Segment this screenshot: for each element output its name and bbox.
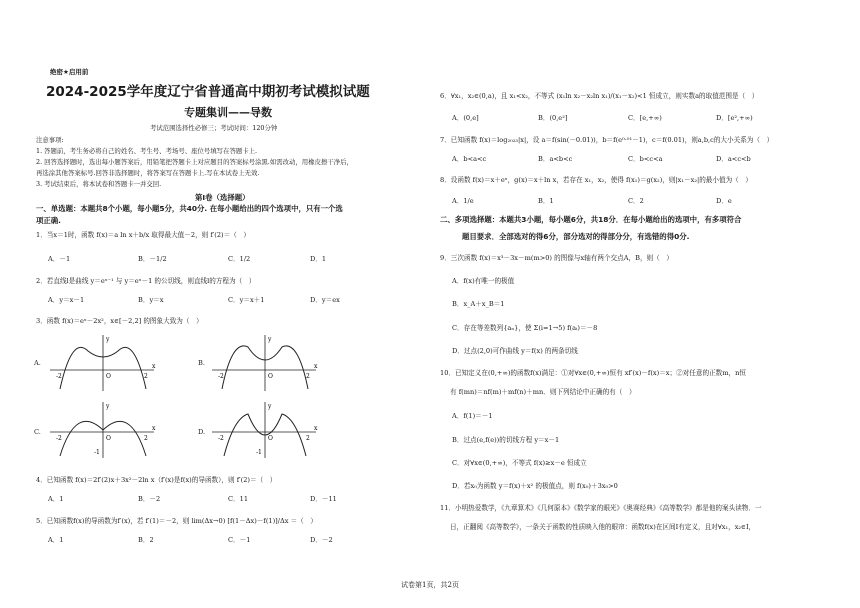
section2-heading: 二、多项选择题：本题共3小题，每小题6分，共18分．在每小题给出的选项中，有多项符合 xyxy=(440,215,742,224)
svg-text:x: x xyxy=(314,425,318,432)
q4-option-b: B．－2 xyxy=(138,495,161,503)
svg-text:y: y xyxy=(106,403,110,410)
part1-title: 第I卷（选择题） xyxy=(195,193,250,202)
q1-option-b: B．－1/2 xyxy=(138,255,167,263)
q10-option-d: D．若x₀为函数 y＝f(x)＋x² 的极值点，则 f(x₀)＋3x₀>0 xyxy=(452,482,618,490)
svg-text:-2: -2 xyxy=(218,373,224,380)
q8-option-b: B．1 xyxy=(538,197,554,205)
q5-option-b: B．2 xyxy=(138,536,154,544)
svg-text:O: O xyxy=(268,373,273,380)
question-10-stem: 10．已知定义在(0,+∞)的函数f(x)满足：①对∀x∈(0,+∞)恒有 xf′(x)－f(x)＝x；②对任意的正数m，n恒 xyxy=(440,369,746,377)
svg-text:O: O xyxy=(268,435,273,442)
question-1-stem: 1．当x＝1时，函数 f(x)＝a ln x＋b/x 取得最大值－2，则 f′(2)＝（ ） xyxy=(36,231,250,239)
q3-label-d: D. xyxy=(198,428,206,436)
svg-text:y: y xyxy=(268,403,272,410)
q2-option-a: A．y＝x－1 xyxy=(48,296,85,304)
q6-option-d: D．[e²,+∞) xyxy=(716,114,753,122)
q3-graph-c xyxy=(48,400,158,460)
q3-graph-d xyxy=(210,400,320,460)
secret-label: 绝密★启用前 xyxy=(50,68,89,76)
q7-option-b: B．a<b<c xyxy=(538,155,573,163)
q9-option-a: A．f(x)有唯一的极值 xyxy=(452,277,515,285)
q8-option-d: D．e xyxy=(716,197,732,205)
question-3-stem: 3．函数 f(x)＝eˣ－2x²，x∈[－2,2] 的图象大致为（ ） xyxy=(36,317,203,325)
q2-option-c: C．y＝x＋1 xyxy=(228,296,265,304)
question-11-stem-cont: 日，正翻阅《高等数学》，一条关于函数的性质映入他的眼帘：函数f(x)在区间I有定义，且对∀x₁，x₂∈I， xyxy=(450,523,756,531)
note-item: 再选涂其他答案标号.回答非选择题时，将答案写在答题卡上.写在本试卷上无效. xyxy=(36,169,260,177)
q8-option-c: C．2 xyxy=(628,197,644,205)
svg-text:2: 2 xyxy=(306,373,310,380)
svg-text:O: O xyxy=(106,435,111,442)
svg-text:x: x xyxy=(314,363,318,370)
svg-text:2: 2 xyxy=(144,435,148,442)
q6-option-b: B．(0,e²] xyxy=(538,114,568,122)
q1-option-a: A．－1 xyxy=(48,255,71,263)
svg-text:-2: -2 xyxy=(218,435,224,442)
q9-option-c: C．存在等差数列{aₙ}，使 Σ(i=1→5) f(aᵢ)＝－8 xyxy=(452,324,598,332)
question-7-stem: 7．已知函数 f(x)＝log₂₀₂₃|x|，设 a＝f(sin(－0.01))，b＝f(e⁰·⁰¹－1)，c＝f(0.01)，则a,b,c的大小关系为（ ） xyxy=(440,136,774,144)
q2-option-b: B．y＝x xyxy=(138,296,164,304)
svg-text:y: y xyxy=(268,336,272,343)
question-10-stem-cont: 有 f(mn)＝nf(m)＋mf(n)＋mn．则下列结论中正确的有（ ） xyxy=(450,388,636,396)
q7-option-a: A．b<a<c xyxy=(452,155,487,163)
question-2-stem: 2．若直线l是曲线 y＝eˣ⁻¹ 与 y＝eˣ－1 的公切线，则直线l的方程为（ ） xyxy=(36,277,256,285)
question-11-stem: 11．小明热爱数学，《九章算术》《几何原本》《数学家的眼光》《奥赛经典》《高等数学》都是他的案头读物．一 xyxy=(440,504,762,512)
question-9-stem: 9．三次函数 f(x)＝x³－3x－m(m>0) 的图像与x轴有两个交点A，B，则（ ） xyxy=(440,254,673,262)
q6-option-c: C．[e,+∞) xyxy=(628,114,662,122)
q7-option-d: D．a<c<b xyxy=(716,155,751,163)
q10-option-c: C．对∀x∈(0,+∞)，不等式 f(x)≥x－e 恒成立 xyxy=(452,459,587,467)
page-subtitle: 专题集训——导数 xyxy=(184,106,272,119)
note-item: 2. 回答选择题时，选出每小题答案后，用铅笔把答题卡上对应题目的答案标号涂黑.如需改动，用橡皮擦干净后， xyxy=(36,158,353,166)
q5-option-d: D．－2 xyxy=(310,536,333,544)
q3-label-a: A. xyxy=(34,359,41,367)
q9-option-b: B．x_A＋x_B＝1 xyxy=(452,300,505,308)
section1-heading-cont: 项正确. xyxy=(36,216,61,225)
q4-option-a: A．1 xyxy=(48,495,64,503)
q3-graph-a xyxy=(48,333,158,393)
q6-option-a: A．(0,e] xyxy=(452,114,479,122)
section1-heading: 一、单选题：本题共8个小题，每小题5分，共40分. 在每小题给出的四个选项中，只有一个选 xyxy=(36,204,343,213)
q2-option-d: D．y＝ex xyxy=(310,296,340,304)
svg-text:-2: -2 xyxy=(56,373,62,380)
section2-heading-cont: 题目要求．全部选对的得6分，部分选对的得部分分，有选错的得0分. xyxy=(462,232,690,241)
question-8-stem: 8．设函数 f(x)＝x＋eˣ，g(x)＝x＋ln x，若存在 x₁，x₂，使得 f(x₁)＝g(x₂)，则|x₁－x₂|的最小值为（ ） xyxy=(440,176,752,184)
svg-text:-1: -1 xyxy=(94,449,100,456)
svg-text:x: x xyxy=(152,363,156,370)
note-item: 3. 考试结束后，将本试卷和答题卡一并交回. xyxy=(36,180,162,188)
q5-option-c: C．－1 xyxy=(228,536,251,544)
question-6-stem: 6．∀x₁，x₂∈(0,a)，且 x₁<x₂，不等式 (x₁ln x₂－x₂ln x₁)/(x₁－x₂)<1 恒成立，则实数a的取值范围是（ ） xyxy=(440,92,759,100)
q9-option-d: D．过点(2,0)可作曲线 y＝f(x) 的两条切线 xyxy=(452,347,578,355)
svg-text:y: y xyxy=(106,336,110,343)
q5-option-a: A．1 xyxy=(48,536,64,544)
question-4-stem: 4．已知函数 f(x)＝2f′(2)x＋3x²－2ln x（f′(x)是f(x)的导函数），则 f′(2)＝（ ） xyxy=(36,476,277,484)
svg-text:-2: -2 xyxy=(56,435,62,442)
q1-option-c: C．1/2 xyxy=(228,255,251,263)
svg-text:x: x xyxy=(152,425,156,432)
q3-label-c: C. xyxy=(34,428,41,436)
q8-option-a: A．1/e xyxy=(452,197,474,205)
note-item: 1. 答题前，考生务必将自己的姓名、考生号、考场号、座位号填写在答题卡上. xyxy=(36,147,258,155)
q4-option-d: D．－11 xyxy=(310,495,337,503)
svg-text:2: 2 xyxy=(306,435,310,442)
q7-option-c: C．b<c<a xyxy=(628,155,663,163)
svg-text:2: 2 xyxy=(144,373,148,380)
exam-scope: 考试范围选择性必修三；考试时间：120分钟 xyxy=(150,124,278,132)
notes-heading: 注意事项: xyxy=(36,136,64,144)
question-5-stem: 5．已知函数f(x)的导函数为f′(x)，若 f′(1)＝－2，则 lim(Δx→0) [f(1－Δx)－f(1)]/Δx ＝（ ） xyxy=(36,517,317,525)
q10-option-b: B．过点(e,f(e))的切线方程 y＝x－1 xyxy=(452,436,560,444)
page-title: 2024-2025学年度辽宁省普通高中期初考试模拟试题 xyxy=(46,84,370,100)
q1-option-d: D．1 xyxy=(310,255,327,263)
svg-text:-1: -1 xyxy=(256,449,262,456)
q10-option-a: A．f(1)＝－1 xyxy=(452,412,493,420)
svg-text:O: O xyxy=(106,373,111,380)
q3-label-b: B. xyxy=(198,359,205,367)
page-footer: 试卷第1页，共2页 xyxy=(401,581,459,589)
q4-option-c: C．11 xyxy=(228,495,249,503)
q3-graph-b xyxy=(210,333,320,393)
